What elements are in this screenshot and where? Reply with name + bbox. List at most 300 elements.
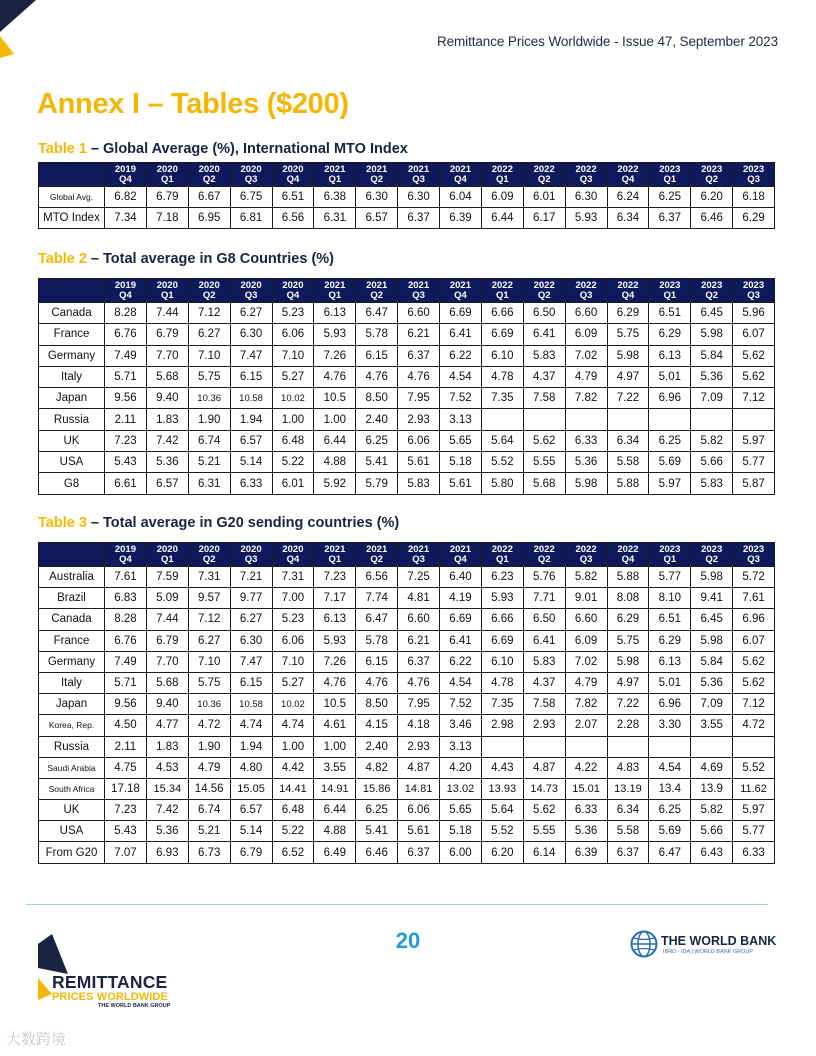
- value-cell: 6.60: [565, 609, 607, 630]
- value-cell: 11.62: [733, 778, 775, 799]
- period-header: 2022 Q2: [523, 279, 565, 303]
- period-header: 2022 Q3: [565, 543, 607, 567]
- value-cell: 6.29: [649, 630, 691, 651]
- value-cell: 7.10: [188, 651, 230, 672]
- table-number: Table 3: [38, 515, 87, 531]
- value-cell: 7.23: [314, 567, 356, 588]
- value-cell: 14.73: [523, 778, 565, 799]
- table-2-caption: Table 2 – Total average in G8 Countries (%): [38, 251, 334, 267]
- period-header: 2021 Q1: [314, 163, 356, 187]
- period-header: 2021 Q2: [356, 163, 398, 187]
- value-cell: 6.04: [440, 187, 482, 208]
- value-cell: 1.83: [146, 736, 188, 757]
- value-cell: 4.97: [607, 366, 649, 387]
- value-cell: 5.69: [649, 452, 691, 473]
- value-cell: [733, 409, 775, 430]
- value-cell: 5.83: [523, 345, 565, 366]
- rpw-logo-line2: PRICES WORLDWIDE: [52, 991, 168, 1003]
- table-row: [39, 715, 775, 736]
- value-cell: 5.21: [188, 821, 230, 842]
- table-row: [39, 187, 775, 208]
- value-cell: 6.69: [481, 324, 523, 345]
- value-cell: 10.02: [272, 694, 314, 715]
- value-cell: 6.83: [105, 588, 147, 609]
- value-cell: 6.06: [398, 430, 440, 451]
- period-header: 2020 Q2: [188, 163, 230, 187]
- remittance-prices-worldwide-logo: [38, 934, 178, 1012]
- watermark: 大数跨境: [6, 1031, 67, 1048]
- value-cell: 9.41: [691, 588, 733, 609]
- value-cell: 1.83: [146, 409, 188, 430]
- period-header: 2020 Q1: [146, 543, 188, 567]
- value-cell: 5.66: [691, 452, 733, 473]
- value-cell: 8.08: [607, 588, 649, 609]
- period-header: 2023 Q1: [649, 543, 691, 567]
- period-header: 2019 Q4: [105, 163, 147, 187]
- value-cell: 4.76: [314, 366, 356, 387]
- value-cell: 5.41: [356, 821, 398, 842]
- value-cell: 6.01: [523, 187, 565, 208]
- row-label: Germany: [39, 651, 105, 672]
- row-label: G8: [39, 473, 105, 494]
- value-cell: 6.47: [356, 609, 398, 630]
- value-cell: 5.65: [440, 430, 482, 451]
- value-cell: 7.31: [188, 567, 230, 588]
- value-cell: 5.21: [188, 452, 230, 473]
- value-cell: 13.4: [649, 778, 691, 799]
- value-cell: 5.82: [565, 567, 607, 588]
- value-cell: 5.98: [565, 473, 607, 494]
- period-header: 2020 Q2: [188, 543, 230, 567]
- value-cell: 6.57: [356, 208, 398, 229]
- value-cell: 6.29: [607, 609, 649, 630]
- value-cell: 5.62: [733, 672, 775, 693]
- value-cell: 6.09: [565, 324, 607, 345]
- value-cell: 7.95: [398, 388, 440, 409]
- value-cell: 5.88: [607, 473, 649, 494]
- value-cell: 6.13: [649, 345, 691, 366]
- value-cell: 7.17: [314, 588, 356, 609]
- value-cell: 5.83: [398, 473, 440, 494]
- value-cell: 6.13: [314, 303, 356, 324]
- table-1-caption: Table 1 – Global Average (%), International MTO Index: [38, 141, 408, 157]
- value-cell: 6.81: [230, 208, 272, 229]
- value-cell: 5.75: [607, 324, 649, 345]
- row-label: Brazil: [39, 588, 105, 609]
- value-cell: 7.52: [440, 388, 482, 409]
- table-number: Table 1: [38, 141, 87, 157]
- value-cell: 9.40: [146, 694, 188, 715]
- table-header-row: [39, 543, 775, 567]
- value-cell: 7.82: [565, 388, 607, 409]
- value-cell: 5.36: [691, 672, 733, 693]
- row-label: Italy: [39, 672, 105, 693]
- value-cell: 5.18: [440, 452, 482, 473]
- value-cell: 6.66: [481, 303, 523, 324]
- value-cell: 7.26: [314, 651, 356, 672]
- value-cell: 6.29: [607, 303, 649, 324]
- value-cell: 4.76: [398, 366, 440, 387]
- period-header: 2020 Q3: [230, 279, 272, 303]
- period-header: 2022 Q4: [607, 543, 649, 567]
- value-cell: 7.10: [272, 345, 314, 366]
- value-cell: 4.97: [607, 672, 649, 693]
- value-cell: 5.64: [481, 800, 523, 821]
- value-cell: 9.40: [146, 388, 188, 409]
- value-cell: 5.36: [565, 821, 607, 842]
- value-cell: 3.55: [314, 757, 356, 778]
- value-cell: 7.00: [272, 588, 314, 609]
- value-cell: 4.74: [230, 715, 272, 736]
- value-cell: 9.56: [105, 694, 147, 715]
- period-header: 2023 Q2: [691, 279, 733, 303]
- value-cell: 6.18: [733, 187, 775, 208]
- value-cell: 7.61: [105, 567, 147, 588]
- value-cell: [607, 736, 649, 757]
- row-label: Canada: [39, 303, 105, 324]
- value-cell: 6.20: [691, 187, 733, 208]
- value-cell: 5.98: [691, 630, 733, 651]
- value-cell: 7.70: [146, 345, 188, 366]
- period-header: 2020 Q1: [146, 163, 188, 187]
- value-cell: 6.66: [481, 609, 523, 630]
- table-row: [39, 588, 775, 609]
- value-cell: 6.48: [272, 800, 314, 821]
- value-cell: 1.94: [230, 736, 272, 757]
- value-cell: 2.11: [105, 409, 147, 430]
- value-cell: 6.37: [398, 842, 440, 863]
- value-cell: 5.93: [481, 588, 523, 609]
- period-header: 2022 Q4: [607, 163, 649, 187]
- value-cell: 6.50: [523, 303, 565, 324]
- value-cell: 5.62: [733, 651, 775, 672]
- value-cell: 8.50: [356, 694, 398, 715]
- value-cell: 6.30: [565, 187, 607, 208]
- value-cell: 4.43: [481, 757, 523, 778]
- value-cell: 1.00: [314, 409, 356, 430]
- value-cell: 5.98: [607, 345, 649, 366]
- value-cell: 6.44: [314, 430, 356, 451]
- value-cell: 6.49: [314, 842, 356, 863]
- value-cell: 5.36: [146, 452, 188, 473]
- value-cell: 4.42: [272, 757, 314, 778]
- value-cell: 6.21: [398, 324, 440, 345]
- table-row: [39, 452, 775, 473]
- value-cell: 6.25: [649, 430, 691, 451]
- value-cell: 6.56: [272, 208, 314, 229]
- period-header: 2021 Q2: [356, 279, 398, 303]
- period-header: 2022 Q1: [481, 279, 523, 303]
- value-cell: 6.29: [649, 324, 691, 345]
- value-cell: 6.34: [607, 800, 649, 821]
- value-cell: 4.79: [565, 366, 607, 387]
- value-cell: 6.07: [733, 630, 775, 651]
- value-cell: 5.83: [691, 473, 733, 494]
- corner-triangle-decoration: [0, 0, 40, 60]
- value-cell: 6.27: [188, 630, 230, 651]
- value-cell: 2.40: [356, 736, 398, 757]
- table-row: [39, 324, 775, 345]
- value-cell: 5.96: [733, 303, 775, 324]
- value-cell: 6.79: [230, 842, 272, 863]
- value-cell: 7.44: [146, 609, 188, 630]
- value-cell: 6.06: [272, 324, 314, 345]
- period-header: 2022 Q3: [565, 279, 607, 303]
- value-cell: 4.75: [105, 757, 147, 778]
- row-label: France: [39, 630, 105, 651]
- value-cell: 7.26: [314, 345, 356, 366]
- period-header: 2020 Q1: [146, 279, 188, 303]
- value-cell: 4.15: [356, 715, 398, 736]
- period-header: 2023 Q3: [733, 163, 775, 187]
- value-cell: 14.56: [188, 778, 230, 799]
- value-cell: 5.64: [481, 430, 523, 451]
- value-cell: 6.30: [398, 187, 440, 208]
- value-cell: 5.78: [356, 630, 398, 651]
- period-header: 2021 Q3: [398, 163, 440, 187]
- period-header: 2021 Q3: [398, 543, 440, 567]
- value-cell: 2.40: [356, 409, 398, 430]
- table-number: Table 2: [38, 251, 87, 267]
- value-cell: 5.61: [440, 473, 482, 494]
- value-cell: 6.33: [565, 430, 607, 451]
- value-cell: 5.68: [523, 473, 565, 494]
- value-cell: 4.72: [733, 715, 775, 736]
- value-cell: 2.07: [565, 715, 607, 736]
- value-cell: 4.20: [440, 757, 482, 778]
- value-cell: 5.09: [146, 588, 188, 609]
- value-cell: 4.74: [272, 715, 314, 736]
- value-cell: 5.78: [356, 324, 398, 345]
- value-cell: 7.12: [188, 303, 230, 324]
- value-cell: 7.09: [691, 694, 733, 715]
- value-cell: 6.21: [398, 630, 440, 651]
- value-cell: 5.52: [481, 821, 523, 842]
- value-cell: 10.02: [272, 388, 314, 409]
- value-cell: 5.77: [733, 452, 775, 473]
- value-cell: 6.15: [356, 345, 398, 366]
- world-bank-globe-icon: [630, 930, 658, 958]
- value-cell: 6.10: [481, 345, 523, 366]
- value-cell: 5.41: [356, 452, 398, 473]
- value-cell: 2.93: [398, 409, 440, 430]
- value-cell: 6.17: [523, 208, 565, 229]
- value-cell: [649, 736, 691, 757]
- value-cell: 4.76: [314, 672, 356, 693]
- value-cell: 6.57: [230, 800, 272, 821]
- value-cell: 6.06: [272, 630, 314, 651]
- value-cell: 5.52: [481, 452, 523, 473]
- header-corner-cell: [39, 543, 105, 567]
- value-cell: 7.23: [105, 800, 147, 821]
- value-cell: 6.60: [398, 609, 440, 630]
- value-cell: 6.13: [314, 609, 356, 630]
- value-cell: 4.76: [356, 366, 398, 387]
- value-cell: 7.12: [733, 388, 775, 409]
- value-cell: 6.79: [146, 630, 188, 651]
- value-cell: 5.66: [691, 821, 733, 842]
- row-label: Germany: [39, 345, 105, 366]
- value-cell: 6.37: [649, 208, 691, 229]
- value-cell: 4.81: [398, 588, 440, 609]
- value-cell: 3.13: [440, 409, 482, 430]
- value-cell: 15.01: [565, 778, 607, 799]
- value-cell: 7.22: [607, 694, 649, 715]
- value-cell: 7.71: [523, 588, 565, 609]
- value-cell: 5.62: [523, 800, 565, 821]
- value-cell: 6.15: [356, 651, 398, 672]
- value-cell: 7.02: [565, 651, 607, 672]
- value-cell: 2.28: [607, 715, 649, 736]
- value-cell: [733, 736, 775, 757]
- value-cell: 10.36: [188, 388, 230, 409]
- table-3: [38, 542, 775, 864]
- value-cell: 4.76: [398, 672, 440, 693]
- value-cell: 6.60: [565, 303, 607, 324]
- value-cell: 5.58: [607, 821, 649, 842]
- value-cell: 5.84: [691, 345, 733, 366]
- value-cell: 5.82: [691, 800, 733, 821]
- period-header: 2021 Q4: [440, 543, 482, 567]
- value-cell: 7.10: [272, 651, 314, 672]
- value-cell: 2.98: [481, 715, 523, 736]
- value-cell: 6.69: [440, 303, 482, 324]
- value-cell: 6.51: [649, 303, 691, 324]
- value-cell: 4.80: [230, 757, 272, 778]
- value-cell: 5.55: [523, 821, 565, 842]
- table-3-caption: Table 3 – Total average in G20 sending countries (%): [38, 515, 400, 531]
- value-cell: 6.43: [691, 842, 733, 863]
- value-cell: 6.79: [146, 324, 188, 345]
- value-cell: 5.72: [733, 567, 775, 588]
- value-cell: 6.47: [356, 303, 398, 324]
- value-cell: 4.88: [314, 821, 356, 842]
- value-cell: 5.18: [440, 821, 482, 842]
- value-cell: 5.93: [314, 630, 356, 651]
- value-cell: 5.93: [565, 208, 607, 229]
- value-cell: 6.93: [146, 842, 188, 863]
- value-cell: 6.31: [314, 208, 356, 229]
- value-cell: 5.82: [691, 430, 733, 451]
- value-cell: 5.76: [523, 567, 565, 588]
- table-title: Total average in G8 Countries (%): [103, 251, 334, 267]
- value-cell: 6.79: [146, 187, 188, 208]
- value-cell: 7.49: [105, 651, 147, 672]
- annex-title: Annex I – Tables ($200): [37, 88, 349, 120]
- value-cell: [565, 409, 607, 430]
- value-cell: 6.24: [607, 187, 649, 208]
- value-cell: 6.41: [523, 630, 565, 651]
- value-cell: 7.47: [230, 345, 272, 366]
- table-row: [39, 736, 775, 757]
- table-row: [39, 800, 775, 821]
- value-cell: 6.30: [230, 630, 272, 651]
- period-header: 2019 Q4: [105, 543, 147, 567]
- value-cell: 5.22: [272, 452, 314, 473]
- value-cell: 6.37: [398, 345, 440, 366]
- value-cell: 1.00: [314, 736, 356, 757]
- value-cell: 4.78: [481, 366, 523, 387]
- value-cell: 4.72: [188, 715, 230, 736]
- value-cell: 7.44: [146, 303, 188, 324]
- value-cell: 5.92: [314, 473, 356, 494]
- header-corner-cell: [39, 163, 105, 187]
- period-header: 2020 Q4: [272, 279, 314, 303]
- value-cell: 5.61: [398, 452, 440, 473]
- period-header: 2023 Q2: [691, 163, 733, 187]
- table-row: [39, 609, 775, 630]
- value-cell: 7.61: [733, 588, 775, 609]
- period-header: 2019 Q4: [105, 279, 147, 303]
- table-row: [39, 430, 775, 451]
- period-header: 2021 Q1: [314, 543, 356, 567]
- value-cell: 6.41: [523, 324, 565, 345]
- value-cell: 7.70: [146, 651, 188, 672]
- footer-divider: [26, 904, 768, 905]
- table-row: [39, 345, 775, 366]
- row-label: Korea, Rep.: [39, 715, 105, 736]
- value-cell: 4.54: [440, 672, 482, 693]
- value-cell: 5.23: [272, 609, 314, 630]
- value-cell: 14.41: [272, 778, 314, 799]
- value-cell: 2.93: [523, 715, 565, 736]
- publication-header: Remittance Prices Worldwide - Issue 47, September 2023: [436, 34, 778, 49]
- value-cell: [523, 409, 565, 430]
- value-cell: 4.82: [356, 757, 398, 778]
- world-bank-logo: [630, 928, 780, 964]
- value-cell: 5.69: [649, 821, 691, 842]
- value-cell: 7.58: [523, 388, 565, 409]
- value-cell: 7.02: [565, 345, 607, 366]
- value-cell: 7.34: [105, 208, 147, 229]
- value-cell: 6.37: [398, 208, 440, 229]
- value-cell: 6.07: [733, 324, 775, 345]
- value-cell: 6.33: [230, 473, 272, 494]
- value-cell: 6.48: [272, 430, 314, 451]
- value-cell: 5.79: [356, 473, 398, 494]
- value-cell: [481, 736, 523, 757]
- value-cell: 6.25: [356, 430, 398, 451]
- value-cell: 8.50: [356, 388, 398, 409]
- value-cell: 8.28: [105, 609, 147, 630]
- value-cell: 6.23: [481, 567, 523, 588]
- value-cell: 5.27: [272, 672, 314, 693]
- period-header: 2023 Q1: [649, 163, 691, 187]
- period-header: 2022 Q2: [523, 163, 565, 187]
- value-cell: 5.62: [733, 345, 775, 366]
- table-header-row: [39, 279, 775, 303]
- value-cell: 5.14: [230, 452, 272, 473]
- period-header: 2020 Q3: [230, 163, 272, 187]
- value-cell: 5.01: [649, 366, 691, 387]
- table-2: [38, 278, 775, 495]
- value-cell: 6.31: [188, 473, 230, 494]
- value-cell: 4.78: [481, 672, 523, 693]
- value-cell: 6.41: [440, 324, 482, 345]
- value-cell: 5.43: [105, 452, 147, 473]
- value-cell: 4.22: [565, 757, 607, 778]
- value-cell: 6.14: [523, 842, 565, 863]
- value-cell: 6.51: [272, 187, 314, 208]
- value-cell: 9.01: [565, 588, 607, 609]
- row-label: UK: [39, 800, 105, 821]
- value-cell: 5.52: [733, 757, 775, 778]
- value-cell: 6.22: [440, 345, 482, 366]
- value-cell: 6.76: [105, 324, 147, 345]
- value-cell: 17.18: [105, 778, 147, 799]
- value-cell: 6.46: [356, 842, 398, 863]
- value-cell: 6.74: [188, 800, 230, 821]
